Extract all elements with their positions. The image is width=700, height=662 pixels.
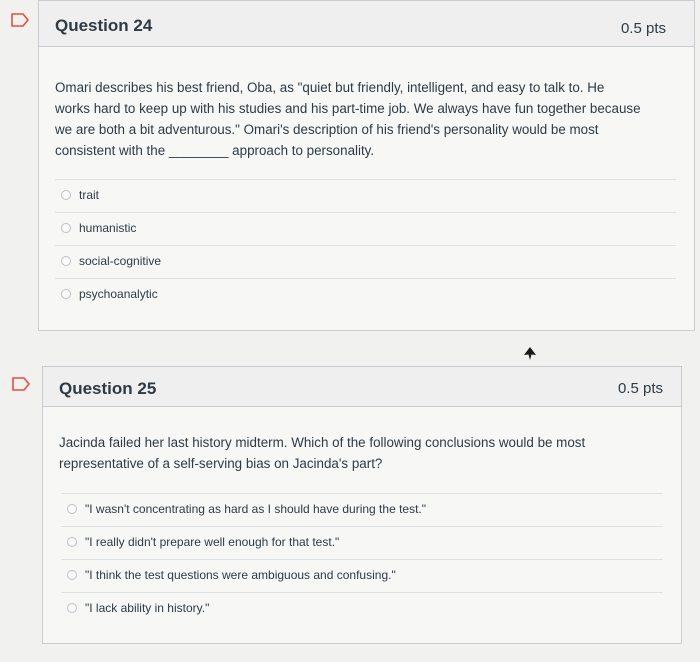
- answer-label: psychoanalytic: [79, 287, 158, 301]
- answer-label: trait: [79, 188, 100, 202]
- answer-label: "I really didn't prepare well enough for that test.": [85, 535, 340, 549]
- answer-option[interactable]: [55, 278, 676, 311]
- answer-label: "I wasn't concentrating as hard as I should have during the test.": [85, 502, 427, 516]
- answer-label: "I think the test questions were ambiguous and confusing.": [85, 568, 396, 582]
- answer-option[interactable]: [61, 526, 663, 559]
- question-24-answers: [55, 179, 676, 311]
- radio-button[interactable]: [61, 289, 71, 299]
- question-25-text: Jacinda failed her last history midterm. Which of the following conclusions would be most representative of a self-serving bias on Jacinda's part?: [59, 435, 586, 471]
- radio-button[interactable]: [67, 504, 77, 514]
- answer-option[interactable]: [55, 245, 676, 278]
- radio-button[interactable]: [67, 603, 77, 613]
- answer-label: humanistic: [79, 221, 137, 235]
- question-25-card: [42, 366, 682, 644]
- question-points: 0.5 pts: [620, 20, 666, 37]
- radio-button[interactable]: [61, 190, 71, 200]
- answer-label: "I lack ability in history.": [85, 601, 210, 615]
- question-24-header: [39, 1, 694, 47]
- question-24-card: [38, 0, 695, 331]
- radio-button[interactable]: [67, 537, 77, 547]
- question-25-header: [43, 367, 681, 407]
- answer-label: social-cognitive: [79, 254, 162, 268]
- answer-option[interactable]: [61, 493, 663, 526]
- answer-option[interactable]: [55, 212, 676, 245]
- flag-question-24-icon[interactable]: [10, 12, 30, 28]
- question-points: 0.5 pts: [617, 380, 663, 397]
- question-25-answers: [61, 493, 663, 625]
- question-24-text: Omari describes his best friend, Oba, as "quiet but friendly, intelligent, and easy to talk to. He works hard to keep up with his studies and his part-time job. We always have fun together because we are both a bit adventurous." Omari's description of his friend's personality would be most consistent with the ________ approach to personality.: [55, 80, 641, 158]
- question-title: Question 24: [55, 16, 153, 35]
- radio-button[interactable]: [67, 570, 77, 580]
- mouse-cursor-icon: [524, 347, 536, 366]
- radio-button[interactable]: [61, 223, 71, 233]
- radio-button[interactable]: [61, 256, 71, 266]
- answer-option[interactable]: [55, 179, 676, 212]
- question-title: Question 25: [59, 379, 157, 398]
- answer-option[interactable]: [61, 559, 663, 592]
- flag-question-25-icon[interactable]: [11, 376, 31, 392]
- answer-option[interactable]: [61, 592, 663, 625]
